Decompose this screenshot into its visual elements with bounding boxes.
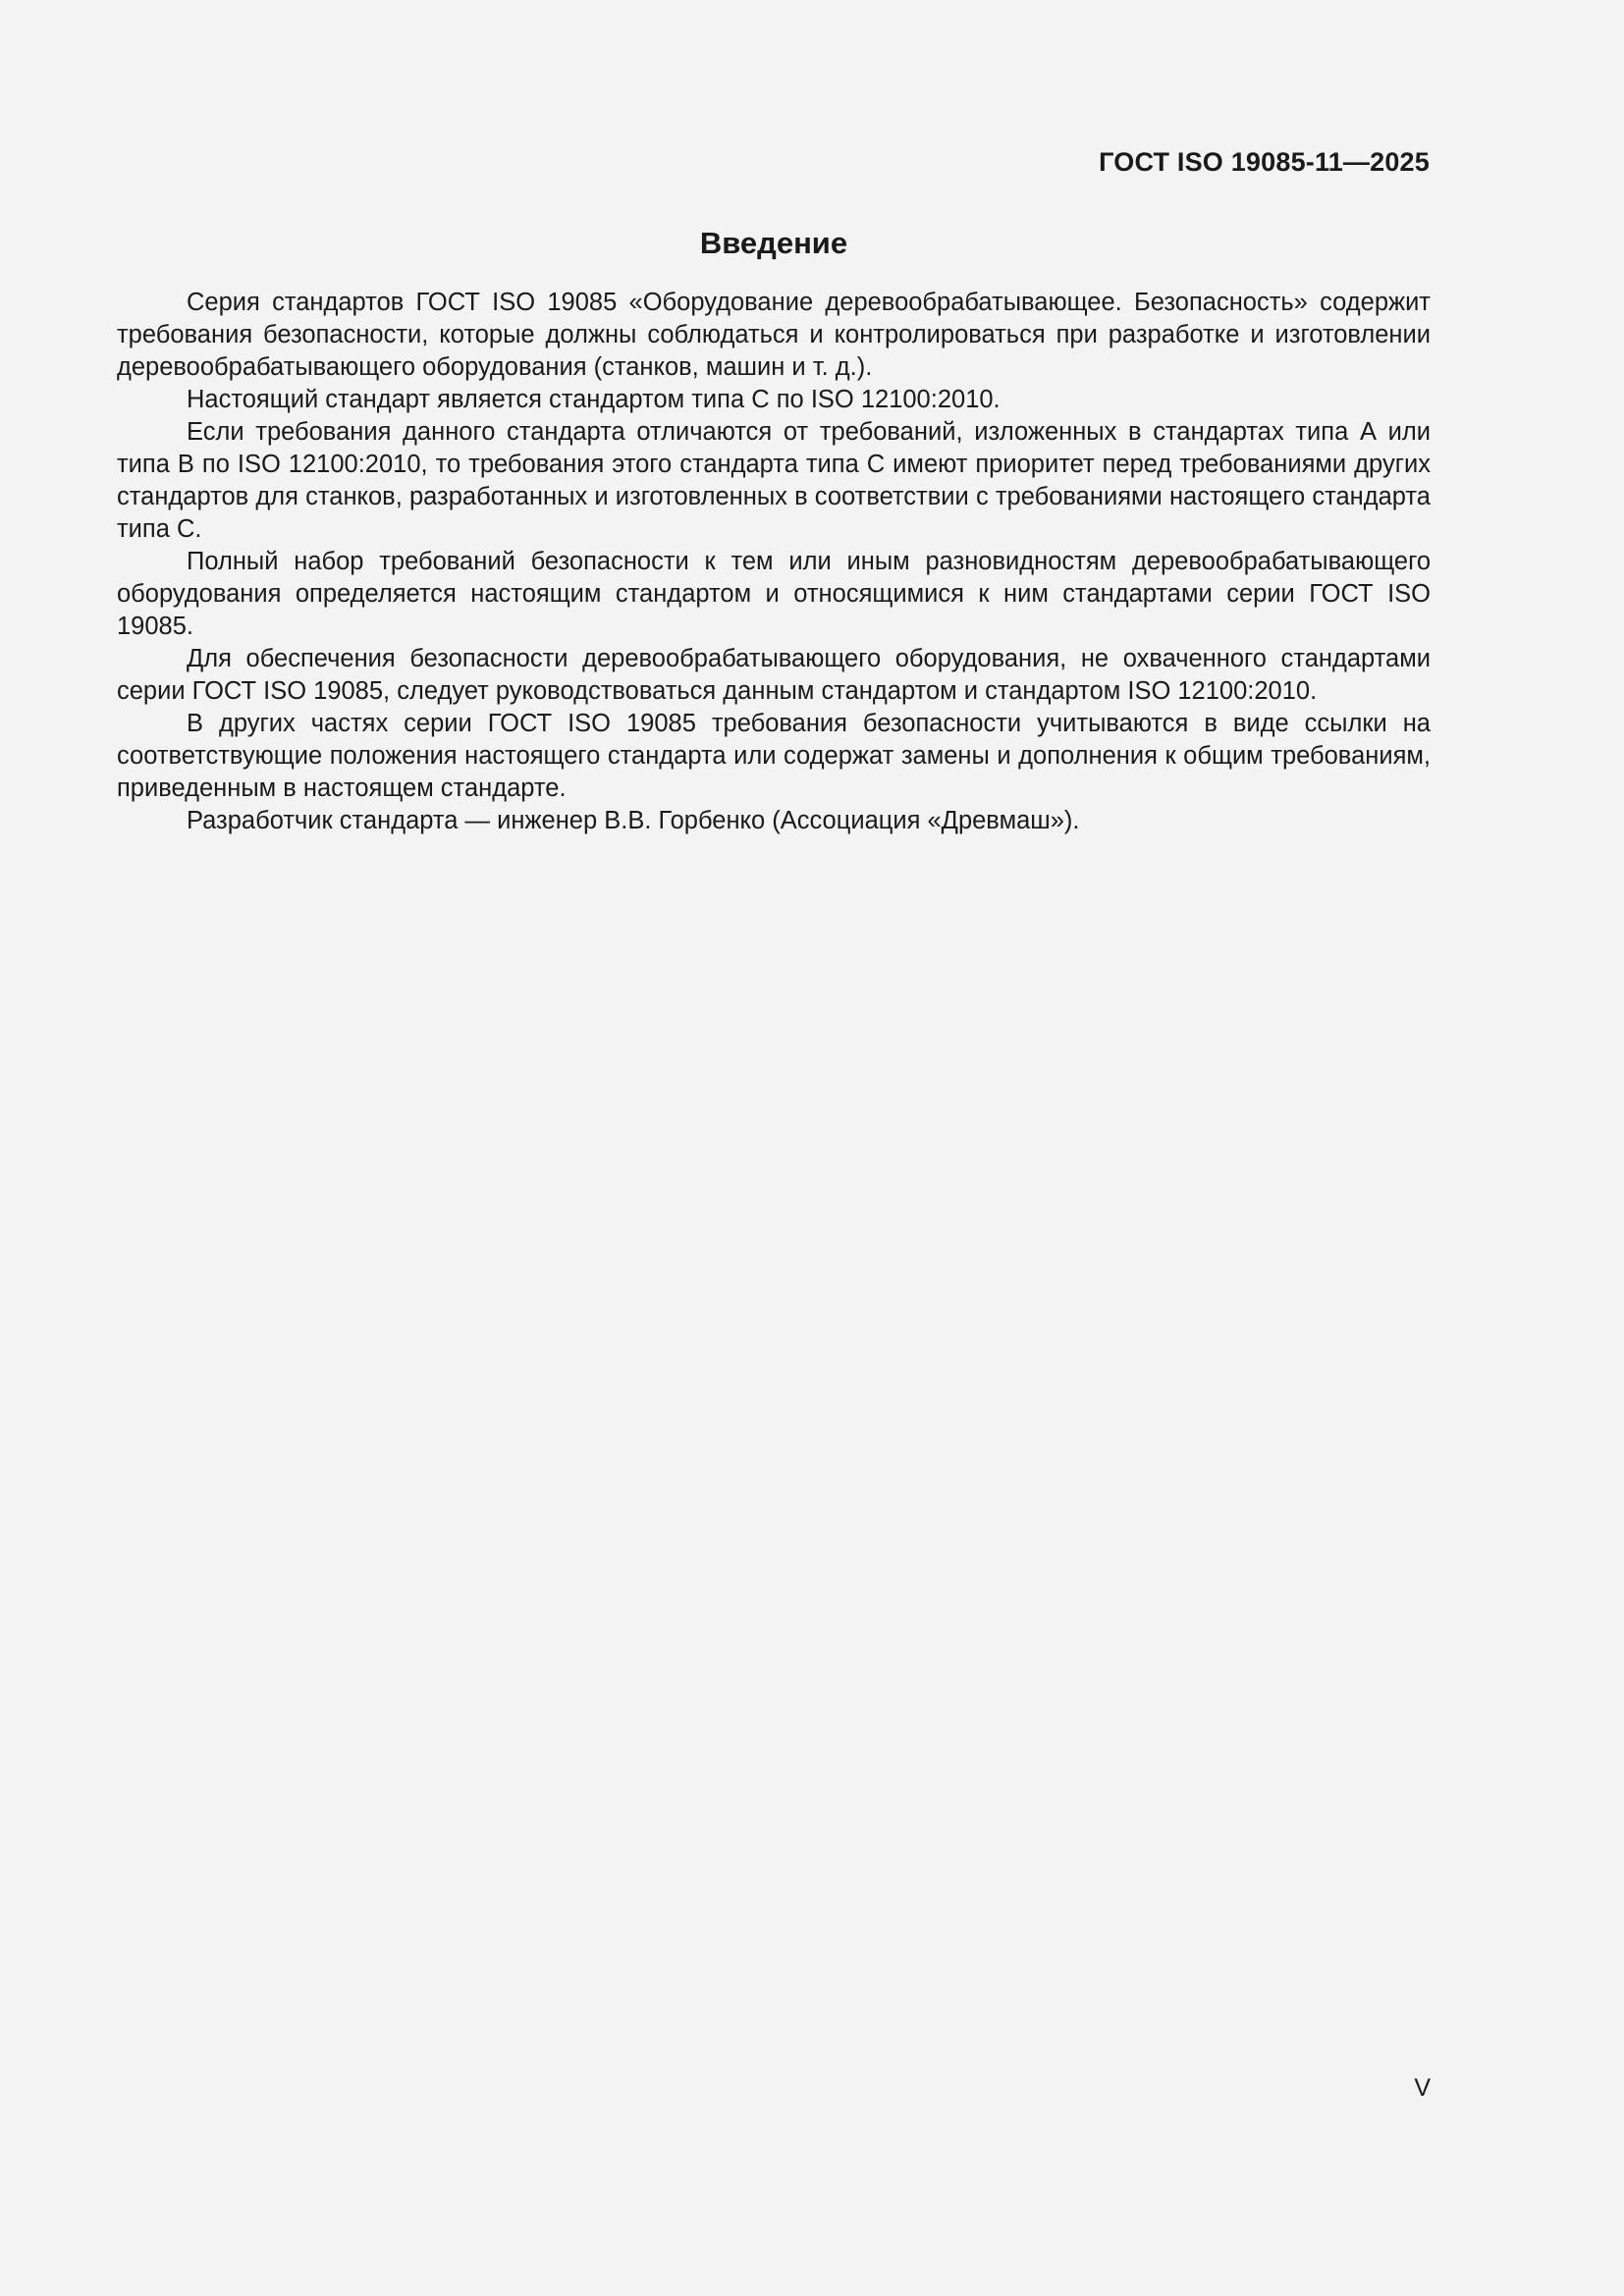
paragraph-2: Настоящий стандарт является стандартом типа С по ISO 12100:2010.	[187, 386, 1001, 413]
paragraph-1: Серия стандартов ГОСТ ISO 19085 «Оборудование деревообрабатывающее. Безопасность» содержит требования безопасности, которые должны соблюдаться и контролироваться при разработке и изготовлении деревообрабатывающего оборудования (станков, машин и т. д.).	[117, 289, 1431, 381]
paragraph-7: Разработчик стандарта — инженер В.В. Горбенко (Ассоциация «Древмаш»).	[187, 807, 1080, 834]
section-title: Введение	[699, 226, 848, 260]
document-code-header: ГОСТ ISO 19085-11—2025	[1099, 147, 1430, 177]
paragraph-4: Полный набор требований безопасности к тем или иным разновидностям деревообрабатывающего оборудования определяется настоящим стандартом и относящимися к ним стандартами серии ГОСТ ISO 19085.	[117, 548, 1431, 640]
paragraph-6: В других частях серии ГОСТ ISO 19085 требования безопасности учитываются в виде ссылки на соответствующие положения настоящего стандарта или содержат замены и дополнения к общим требованиям, приведенным в настоящем стандарте.	[117, 710, 1431, 802]
paragraph-5: Для обеспечения безопасности деревообрабатывающего оборудования, не охваченного стандартами серии ГОСТ ISO 19085, следует руководствоваться данным стандартом и стандартом ISO 12100:2010.	[117, 645, 1431, 705]
introduction-body	[117, 287, 1431, 837]
page-number: V	[1414, 2074, 1431, 2102]
paragraph-3: Если требования данного стандарта отличаются от требований, изложенных в стандартах типа А или типа В по ISO 12100:2010, то требования этого стандарта типа С имеют приоритет перед требованиями других стандартов для станков, разработанных и изготовленных в соответствии с требованиями настоящего стандарта типа С.	[117, 418, 1431, 543]
